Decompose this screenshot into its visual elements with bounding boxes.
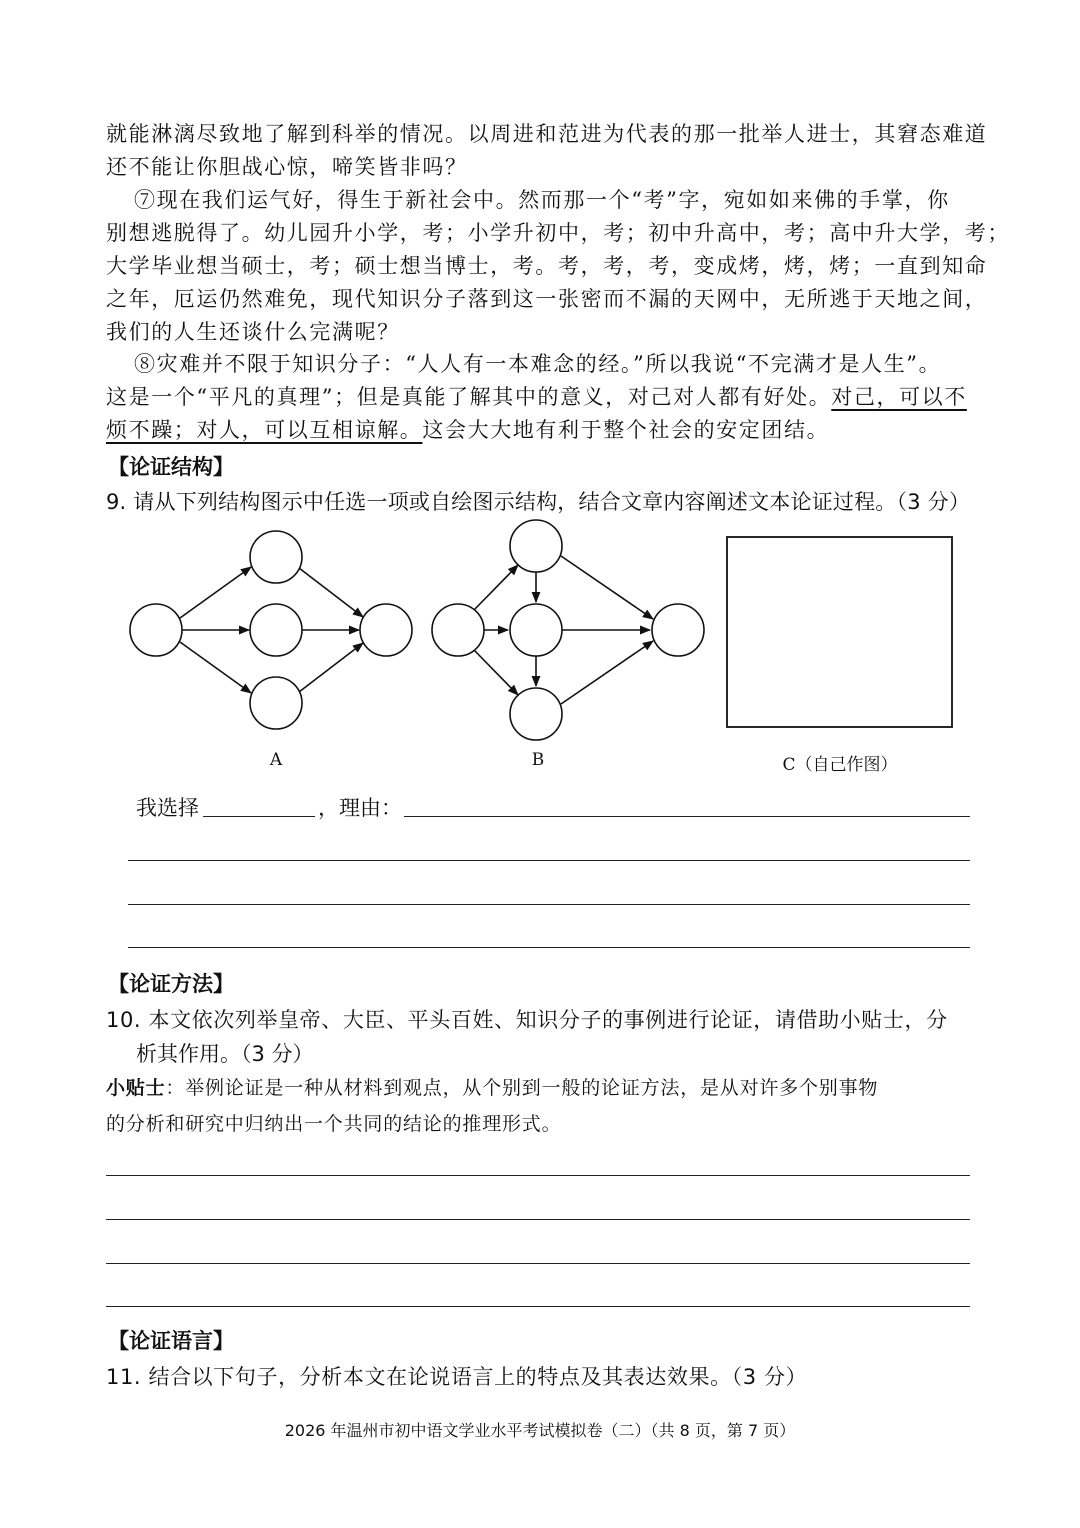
answer-line[interactable]: [106, 1219, 970, 1220]
answer-line[interactable]: [106, 1306, 970, 1307]
diagram-b-arrow: [474, 650, 518, 695]
diagram-b-node: [510, 604, 562, 656]
tip-line: 的分析和研究中归纳出一个共同的结论的推理形式。: [106, 1113, 562, 1135]
diagram-c-box: [727, 537, 952, 727]
tip-text: ：举例论证是一种从材料到观点，从个别到一般的论证方法，是从对许多个别事物: [165, 1077, 879, 1099]
diagram-b: [432, 520, 704, 740]
underlined-sentence: 对己，可以不: [831, 385, 967, 409]
diagram-b-node: [652, 604, 704, 656]
diagram-a-label: A: [269, 750, 283, 770]
diagram-a-arrow: [299, 568, 363, 617]
diagram-a-arrow: [180, 642, 251, 693]
text-segment: 这是一个“平凡的真理”；但是真能了解其中的意义，对己对人都有好处。: [106, 385, 832, 409]
page-footer: 2026 年温州市初中语文学业水平考试模拟卷（二）（共 8 页，第 7 页）: [284, 1421, 796, 1440]
text-line: 还不能让你胆战心惊，啼笑皆非吗？: [106, 155, 468, 179]
answer-prefix: 我选择: [136, 796, 199, 820]
diagram-b-node: [432, 604, 484, 656]
section-heading-structure: 【论证结构】: [108, 455, 234, 479]
diagram-b-arrow: [474, 565, 518, 610]
answer-reason-label: ，理由：: [318, 796, 402, 820]
section-heading-language: 【论证语言】: [108, 1329, 234, 1353]
text-segment: 这会大大地有利于整个社会的安定团结。: [422, 418, 830, 442]
question-11: 11. 结合以下句子，分析本文在论说语言上的特点及其表达效果。（3 分）: [106, 1365, 808, 1389]
tip-label: 小贴士: [106, 1077, 166, 1099]
underlined-sentence: 烦不躁；对人，可以互相谅解。: [106, 418, 423, 442]
section-heading-method: 【论证方法】: [108, 972, 234, 996]
text-line: 之年，厄运仍然难免，现代知识分子落到这一张密而不漏的天网中，无所逃于天地之间，: [106, 287, 988, 311]
answer-line[interactable]: [128, 860, 970, 861]
diagram-a-node: [250, 677, 302, 729]
diagram-b-arrow: [561, 641, 653, 704]
diagram-b-node: [510, 688, 562, 740]
question-9: 9. 请从下列结构图示中任选一项或自绘图示结构，结合文章内容阐述文本论证过程。（3 分）: [106, 490, 971, 514]
diagram-a-node: [250, 531, 302, 583]
text-line: ⑦现在我们运气好，得生于新社会中。然而那一个“考”字，宛如如来佛的手掌，你: [134, 188, 950, 212]
text-line: 就能淋漓尽致地了解到科举的情况。以周进和范进为代表的那一批举人进士，其窘态难道: [106, 122, 988, 146]
diagram-a-arrow: [180, 567, 251, 618]
diagram-a: [130, 531, 412, 729]
diagram-a-node: [360, 604, 412, 656]
answer-line[interactable]: [404, 816, 970, 817]
diagram-a-node: [130, 604, 182, 656]
diagram-a-arrow: [299, 643, 363, 692]
answer-line[interactable]: [106, 1263, 970, 1264]
text-line: ⑧灾难并不限于知识分子：“人人有一本难念的经。”所以我说“不完满才是人生”。: [134, 352, 942, 376]
text-line: 大学毕业想当硕士，考；硕士想当博士，考。考，考，考，变成烤，烤，烤；一直到知命: [106, 254, 988, 278]
diagram-a-node: [250, 604, 302, 656]
diagram-b-arrow: [561, 556, 653, 619]
choice-blank[interactable]: [203, 816, 315, 817]
text-line: 我们的人生还谈什么完满呢？: [106, 320, 400, 344]
diagram-b-node: [510, 520, 562, 572]
question-10-line2: 析其作用。（3 分）: [136, 1042, 314, 1066]
answer-line[interactable]: [128, 947, 970, 948]
diagram-b-label: B: [531, 750, 545, 770]
tip-box: [106, 1070, 976, 1142]
answer-line[interactable]: [106, 1175, 970, 1176]
diagram-c-label: C（自己作图）: [782, 755, 898, 775]
question-10-line1: 10. 本文依次列举皇帝、大臣、平头百姓、知识分子的事例进行论证，请借助小贴士，分: [106, 1008, 948, 1032]
tip-line: [106, 1070, 976, 1106]
text-line: 别想逃脱得了。幼儿园升小学，考；小学升初中，考；初中升高中，考；高中升大学，考；: [106, 221, 1010, 245]
answer-line[interactable]: [128, 904, 970, 905]
